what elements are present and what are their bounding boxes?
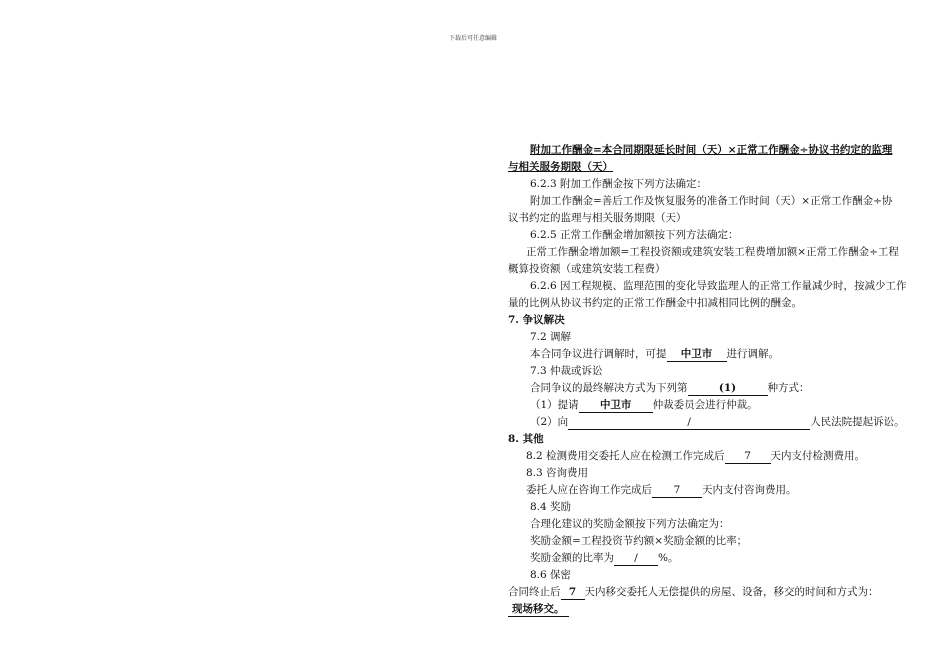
clause-8-3: 8.3 咨询费用 [526, 467, 589, 479]
arbitration-text: （1）提请 [530, 399, 579, 411]
clause-6-2-3: 6.2.3 附加工作酬金按下列方法确定： [530, 178, 708, 190]
mediation-text: 本合同争议进行调解时，可提 [530, 348, 667, 360]
reward-rate-text-end: %。 [658, 552, 679, 564]
testing-fee-text-end: 天内支付检测费用。 [770, 450, 866, 462]
litigation-field: / [568, 416, 810, 430]
formula-line-2: 与相关服务期限（天） [508, 161, 613, 173]
handover-line [508, 584, 879, 601]
clause-7-3: 7.3 仲裁或诉讼 [530, 365, 603, 377]
arbitration-line [530, 397, 758, 414]
clause-8-4: 8.4 奖励 [530, 501, 572, 513]
formula-line-5: 议书约定的监理与相关服务期限（天） [508, 212, 687, 224]
reward-method: 合理化建议的奖励金额按下列方法确定为： [530, 518, 730, 530]
formula-line-4: 附加工作酬金=善后工作及恢复服务的准备工作时间（天）×正常工作酬金÷协 [530, 195, 893, 207]
consulting-fee-line [526, 482, 797, 499]
consulting-fee-text: 委托人应在咨询工作完成后 [526, 484, 652, 496]
reward-formula: 奖励金额=工程投资节约额×奖励金额的比率； [530, 535, 748, 547]
section-7-heading: 7. 争议解决 [508, 314, 565, 326]
mediation-field: 中卫市 [667, 348, 727, 362]
handover-text-end: 天内移交委托人无偿提供的房屋、设备，移交的时间和方式为： [584, 586, 879, 598]
reward-rate-text: 奖励金额的比率为 [530, 552, 614, 564]
arbitration-field: 中卫市 [579, 399, 653, 413]
handover-method: 现场移交。 [508, 603, 569, 617]
reward-rate-line [530, 550, 678, 567]
clause-6-2-6-cont: 量的比例从协议书约定的正常工作酬金中扣减相同比例的酬金。 [508, 297, 802, 309]
formula-line-1: 附加工作酬金=本合同期限延长时间（天）×正常工作酬金÷协议书约定的监理 [530, 144, 893, 156]
formula-line-8: 概算投资额（或建筑安装工程费） [508, 263, 666, 275]
mediation-line [530, 346, 779, 363]
resolution-text-end: 种方式： [767, 382, 810, 394]
section-8-heading: 8. 其他 [508, 433, 544, 445]
testing-fee-text: 8.2 检测费用交委托人应在检测工作完成后 [526, 450, 725, 462]
testing-fee-line [526, 448, 865, 465]
resolution-field: (1) [688, 382, 768, 396]
handover-days: 7 [561, 586, 585, 600]
header-note: 下载后可任意编辑 [449, 35, 498, 42]
consulting-fee-text-end: 天内支付咨询费用。 [702, 484, 797, 496]
consulting-fee-days: 7 [652, 484, 702, 498]
clause-8-6: 8.6 保密 [530, 569, 572, 581]
clause-7-2: 7.2 调解 [530, 331, 572, 343]
testing-fee-days: 7 [725, 450, 771, 464]
resolution-line [530, 380, 810, 397]
resolution-text: 合同争议的最终解决方式为下列第 [530, 382, 688, 394]
arbitration-text-end: 仲裁委员会进行仲裁。 [652, 399, 758, 411]
formula-line-7: 正常工作酬金增加额=工程投资额或建筑安装工程费增加额×正常工作酬金÷工程 [526, 246, 899, 258]
reward-rate-field: / [614, 552, 658, 566]
handover-method-line [508, 601, 569, 618]
mediation-text-end: 进行调解。 [726, 348, 779, 360]
clause-6-2-6: 6.2.6 因工程规模、监理范围的变化导致监理人的正常工作量减少时，按减少工作 [530, 280, 907, 292]
litigation-line [530, 414, 905, 431]
litigation-text: （2）向 [530, 416, 569, 428]
clause-6-2-5: 6.2.5 正常工作酬金增加额按下列方法确定： [530, 229, 739, 241]
litigation-text-end: 人民法院提起诉讼。 [810, 416, 905, 428]
handover-text: 合同终止后 [508, 586, 561, 598]
